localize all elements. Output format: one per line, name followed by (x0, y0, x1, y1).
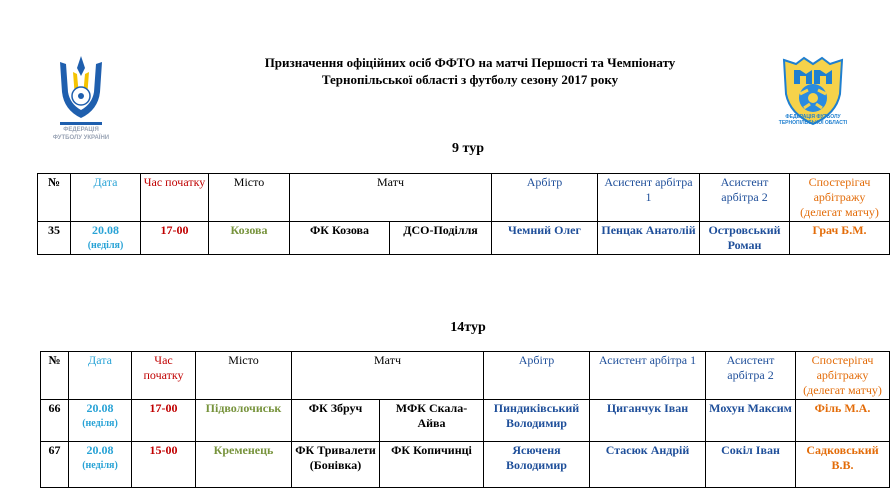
match-date (69, 442, 132, 488)
observer-name: Садковський В.В. (796, 442, 890, 488)
assistant2-name: Сокіл Іван (706, 442, 796, 488)
col-date-header: Дата (69, 352, 132, 400)
match-time: 17-00 (141, 222, 209, 255)
match-number: 66 (41, 400, 69, 442)
assistant1-name: Пенцак Анатолій (598, 222, 700, 255)
col-assistant2-header: Асистент арбітра 2 (706, 352, 796, 400)
col-referee-header: Арбітр (484, 352, 590, 400)
col-date-header: Дата (71, 174, 141, 222)
away-team: ФК Копичинці (380, 442, 484, 488)
round-heading-9: 9 тур (452, 141, 484, 156)
schedule-table-round-9 (37, 173, 890, 255)
col-time-header: Час початку (141, 174, 209, 222)
table-row (41, 442, 890, 488)
assistant1-name: Циганчук Іван (590, 400, 706, 442)
away-team: МФК Скала-Айва (380, 400, 484, 442)
col-city-header: Місто (209, 174, 290, 222)
match-number: 35 (38, 222, 71, 255)
match-city: Козова (209, 222, 290, 255)
match-weekday: (неділя) (87, 240, 124, 251)
home-team: ФК Збруч (292, 400, 380, 442)
match-city: Кременець (196, 442, 292, 488)
referee-name: Чемний Олег (492, 222, 598, 255)
title-line-2: Тернопільської області з футболу сезону 2017 року (321, 72, 619, 87)
observer-name: Грач Б.М. (790, 222, 890, 255)
match-number: 67 (41, 442, 69, 488)
away-team: ДСО-Поділля (390, 222, 492, 255)
match-date (71, 222, 141, 255)
col-assistant1-header: Асистент арбітра 1 (598, 174, 700, 222)
match-city: Підволочиськ (196, 400, 292, 442)
match-date-value: 20.08 (86, 401, 114, 415)
match-time: 15-00 (132, 442, 196, 488)
table-header-row (41, 352, 890, 400)
table-row (38, 222, 890, 255)
home-team: ФК Козова (290, 222, 390, 255)
ffu-logo (50, 52, 112, 152)
match-weekday: (неділя) (82, 418, 118, 429)
round-heading-14: 14тур (450, 320, 486, 335)
match-time: 17-00 (132, 400, 196, 442)
match-date-value: 20.08 (92, 223, 119, 237)
col-num-header: № (38, 174, 71, 222)
col-match-header: Матч (290, 174, 492, 222)
table-header-row (38, 174, 890, 222)
col-match-header: Матч (292, 352, 484, 400)
col-assistant2-header: Асистент арбітра 2 (700, 174, 790, 222)
col-time-header: Час початку (132, 352, 196, 400)
match-date-value: 20.08 (86, 443, 114, 457)
col-referee-header: Арбітр (492, 174, 598, 222)
assistant2-name: Мохун Максим (706, 400, 796, 442)
ffu-logo-text: ФЕДЕРАЦІЯ ФУТБОЛУ УКРАЇНИ (52, 127, 110, 141)
ffto-logo-text: ФЕДЕРАЦІЯ ФУТБОЛУ ТЕРНОПІЛЬСЬКОЇ ОБЛАСТІ (778, 114, 848, 126)
observer-name: Філь М.А. (796, 400, 890, 442)
assistant2-name: Островський Роман (700, 222, 790, 255)
assistant1-name: Стасюк Андрій (590, 442, 706, 488)
document-title (170, 54, 770, 88)
ffto-logo (778, 54, 848, 130)
title-line-1: Призначення офіційних осіб ФФТО на матчі Першості та Чемпіонату (264, 55, 676, 70)
col-num-header: № (41, 352, 69, 400)
match-date (69, 400, 132, 442)
table-row (41, 400, 890, 442)
referee-name: Пиндиківський Володимир (484, 400, 590, 442)
col-assistant1-header: Асистент арбітра 1 (590, 352, 706, 400)
schedule-table-round-14 (40, 351, 890, 488)
col-city-header: Місто (196, 352, 292, 400)
col-observer-header: Спостерігач арбітражу (делегат матчу) (796, 352, 890, 400)
match-weekday: (неділя) (82, 460, 118, 471)
home-team: ФК Тривалети (Бонівка) (292, 442, 380, 488)
referee-name: Ясюченя Володимир (484, 442, 590, 488)
col-observer-header: Спостерігач арбітражу (делегат матчу) (790, 174, 890, 222)
